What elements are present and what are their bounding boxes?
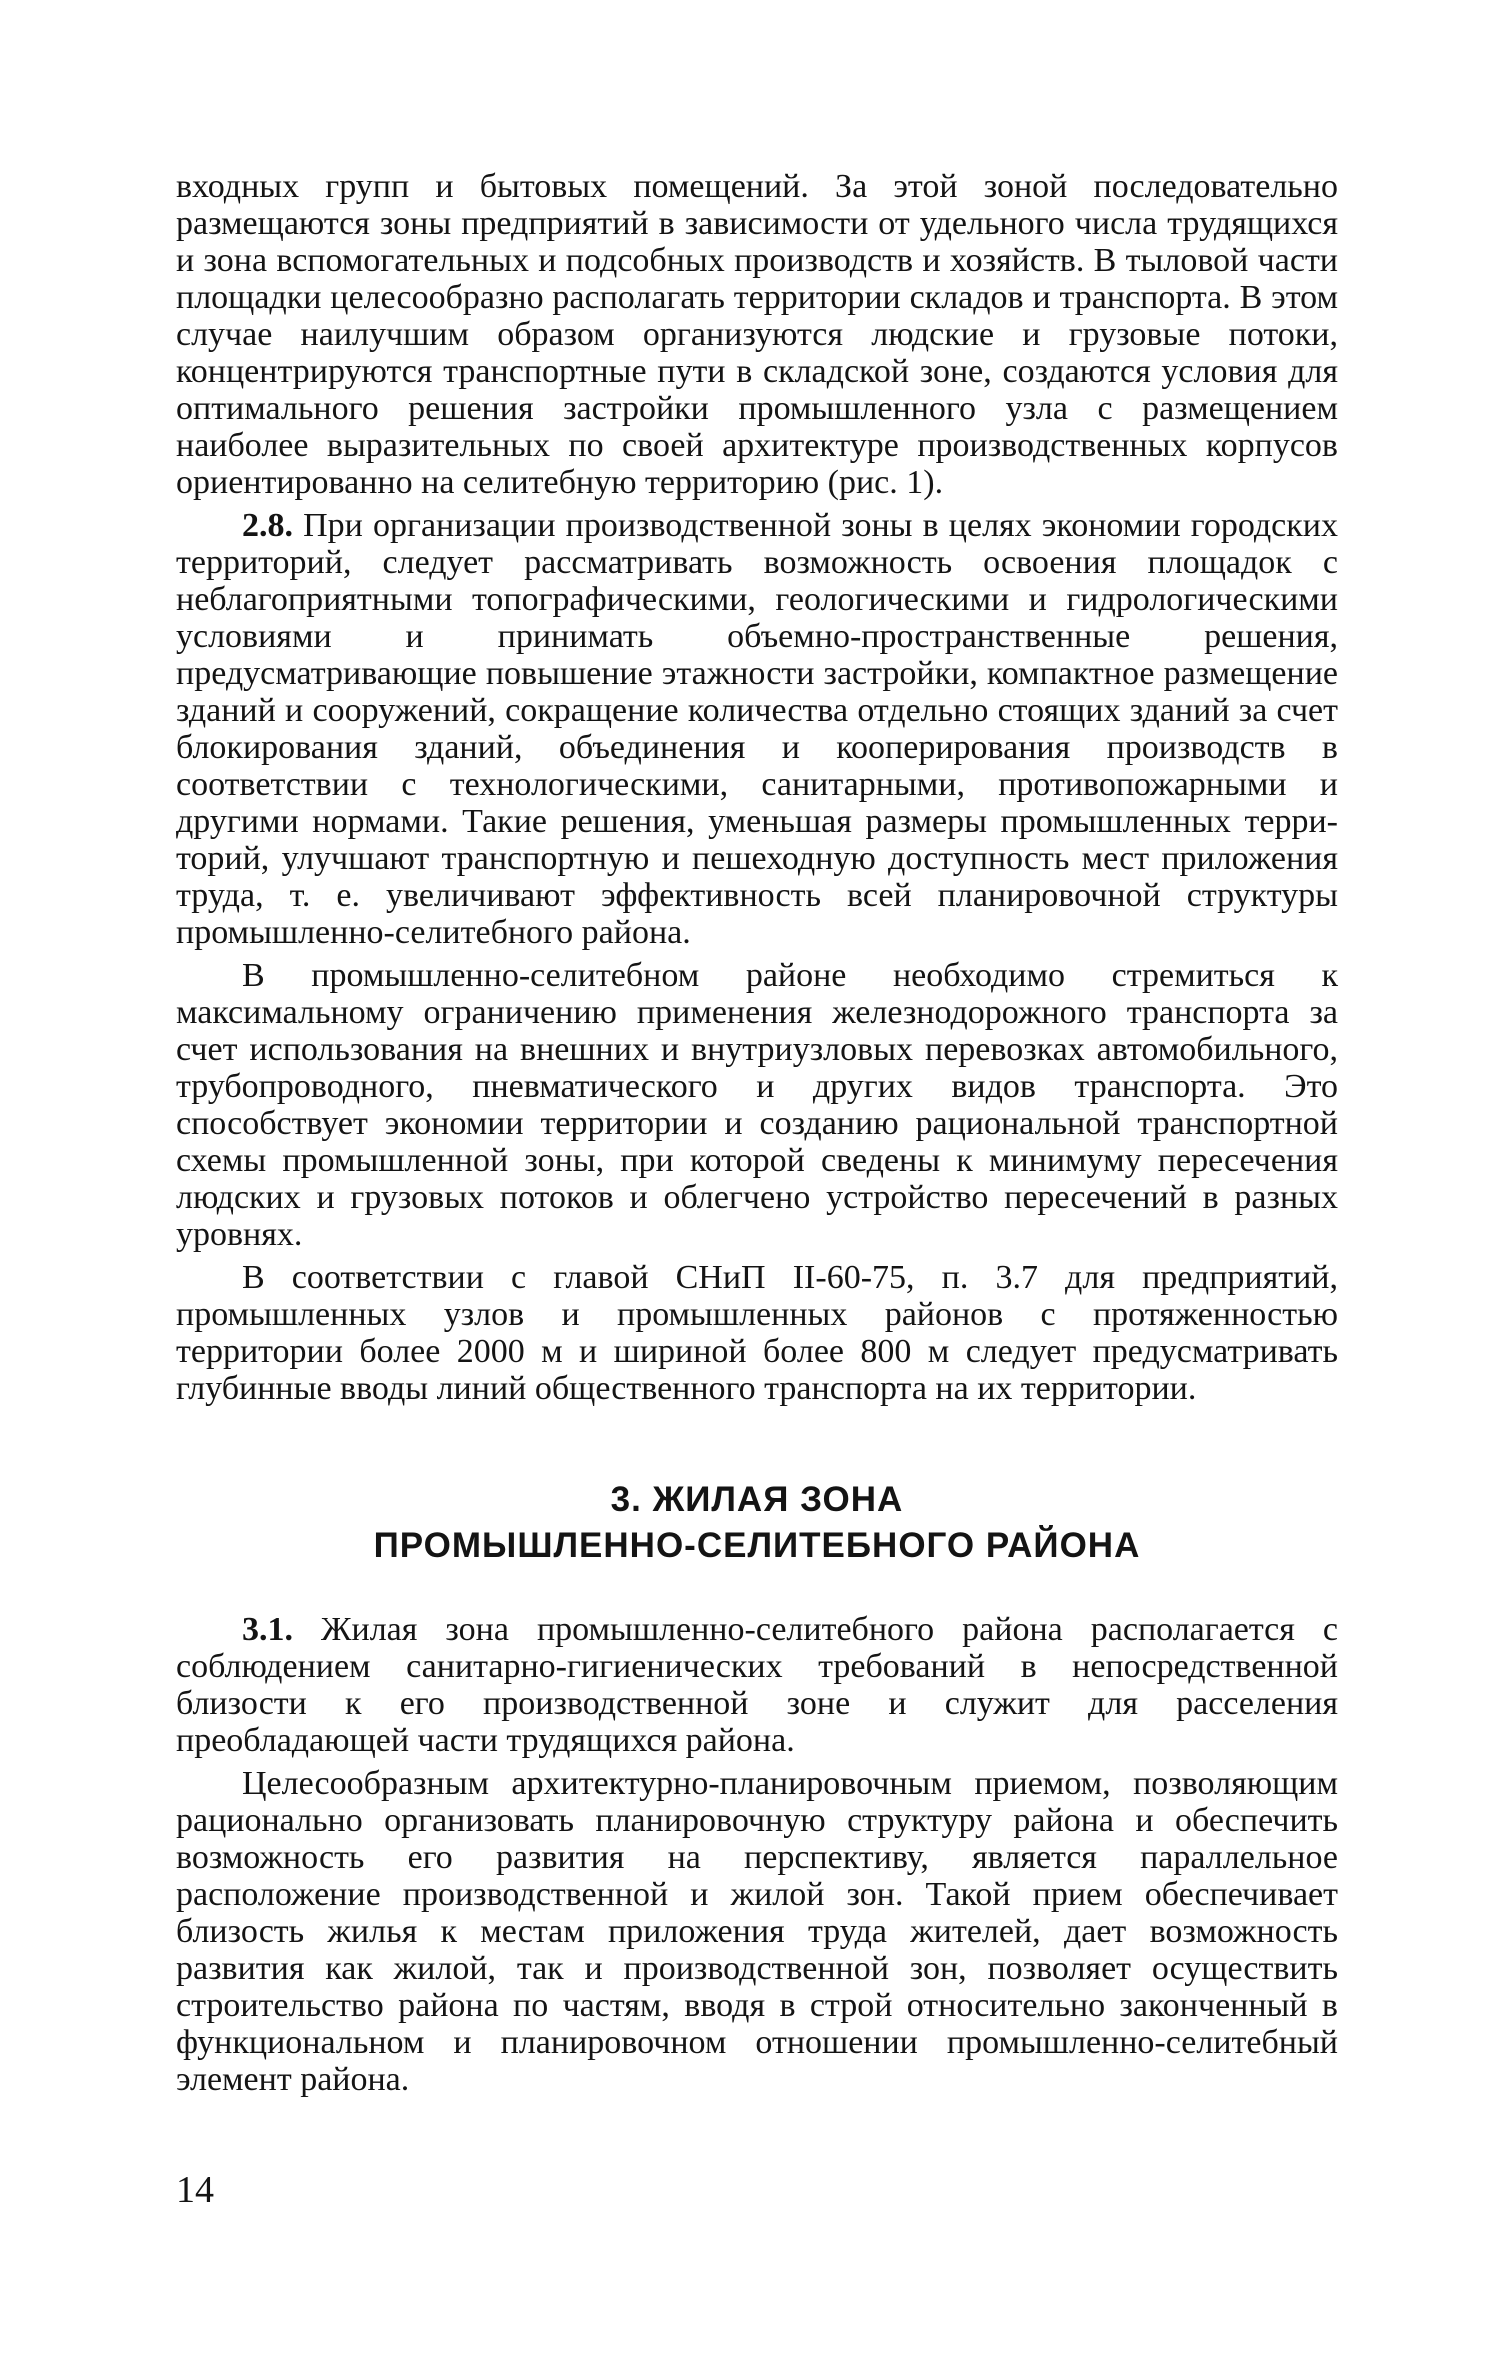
paragraph-rail-transport: В промышленно-селитебном районе необходимо стремиться к максимальному ограничению применения железнодорожного транспорта за счет использования на внешних и внутриузловых перевозках автомобильного, трубопроводного, пневматического и других видов транспорта. Это способствует экономии территории и созданию рациональной транспортной схемы промышленной зоны, при которой сведены к минимуму пересечения людских и грузовых потоков и облегчено устройство пересечений в разных уровнях. <box>176 957 1338 1253</box>
section-heading-line-1: 3. ЖИЛАЯ ЗОНА <box>610 1480 904 1519</box>
paragraph-parallel-zones: Целесообразным архитектурно-планировочным приемом, позволяющим рационально организовать планировочную структуру района и обеспечить возможность его развития на перспективу, является параллельное расположение производственной и жилой зон. Такой прием обеспечивает близость жилья к местам приложения труда жителей, дает возможность развития как жилой, так и производственной зон, позволяет осуществить строительство района по частям, вводя в строй относительно законченный в функциональном и планировочном отношении промышленно-селитебный элемент района. <box>176 1765 1338 2098</box>
paragraph-3-1 <box>176 1611 1338 1759</box>
clause-number-2-8: 2.8. <box>242 507 293 544</box>
paragraph-continued: входных групп и бытовых помещений. За этой зоной последовательно размещаются зоны предприятий в зависимости от удельного числа трудящихся и зона вспомогательных и подсобных производств и хозяйств. В тыловой части площадки целесообразно располагать территории складов и транспорта. В этом случае наилучшим образом организуются людские и грузовые потоки, концентрируются транспортные пути в складской зоне, создаются условия для оптимального решения застройки промышленного узла с размещением наиболее выразительных по своей архитектуре производственных корпусов ориентированно на селитебную территорию (рис. 1). <box>176 168 1338 501</box>
page-body <box>176 168 1338 2098</box>
section-heading-3 <box>176 1477 1338 1569</box>
clause-text-2-8: При организации производственной зоны в целях экономии городских территорий, следует рассматривать возможность освоения площадок с неблагоприятными топографическими, геологическими и гидрологическими условиями и принимать объемно-пространственные решения, предусматривающие повышение этажности застройки, компактное размещение зданий и сооружений, сокращение количества отдельно стоящих зданий за счет блокирования зданий, объединения и кооперирования производств в соответствии с технологическими, санитарными, противопожарными и другими нормами. Такие решения, уменьшая размеры промышленных территорий, улучшают транспортную и пешеходную доступность мест приложения труда, т. е. увеличивают эффективность всей планировочной структуры промышленно-селитебного района. <box>176 507 1338 951</box>
paragraph-2-8 <box>176 507 1338 951</box>
clause-text-3-1: Жилая зона промышленно-селитебного района располагается с соблюдением санитарно-гигиенических требований в непосредственной близости к его производственной зоне и служит для расселения преобладающей части трудящихся района. <box>176 1611 1338 1759</box>
clause-number-3-1: 3.1. <box>242 1611 293 1648</box>
section-heading-line-2: ПРОМЫШЛЕННО-СЕЛИТЕБНОГО РАЙОНА <box>373 1526 1141 1565</box>
paragraph-snip-reference: В соответствии с главой СНиП II-60-75, п. 3.7 для предприятий, промышленных узлов и промышленных районов с протяженностью территории более 2000 м и шириной более 800 м следует предусматривать глубинные вводы линий общественного транспорта на их территории. <box>176 1259 1338 1407</box>
page-number: 14 <box>176 2169 214 2211</box>
